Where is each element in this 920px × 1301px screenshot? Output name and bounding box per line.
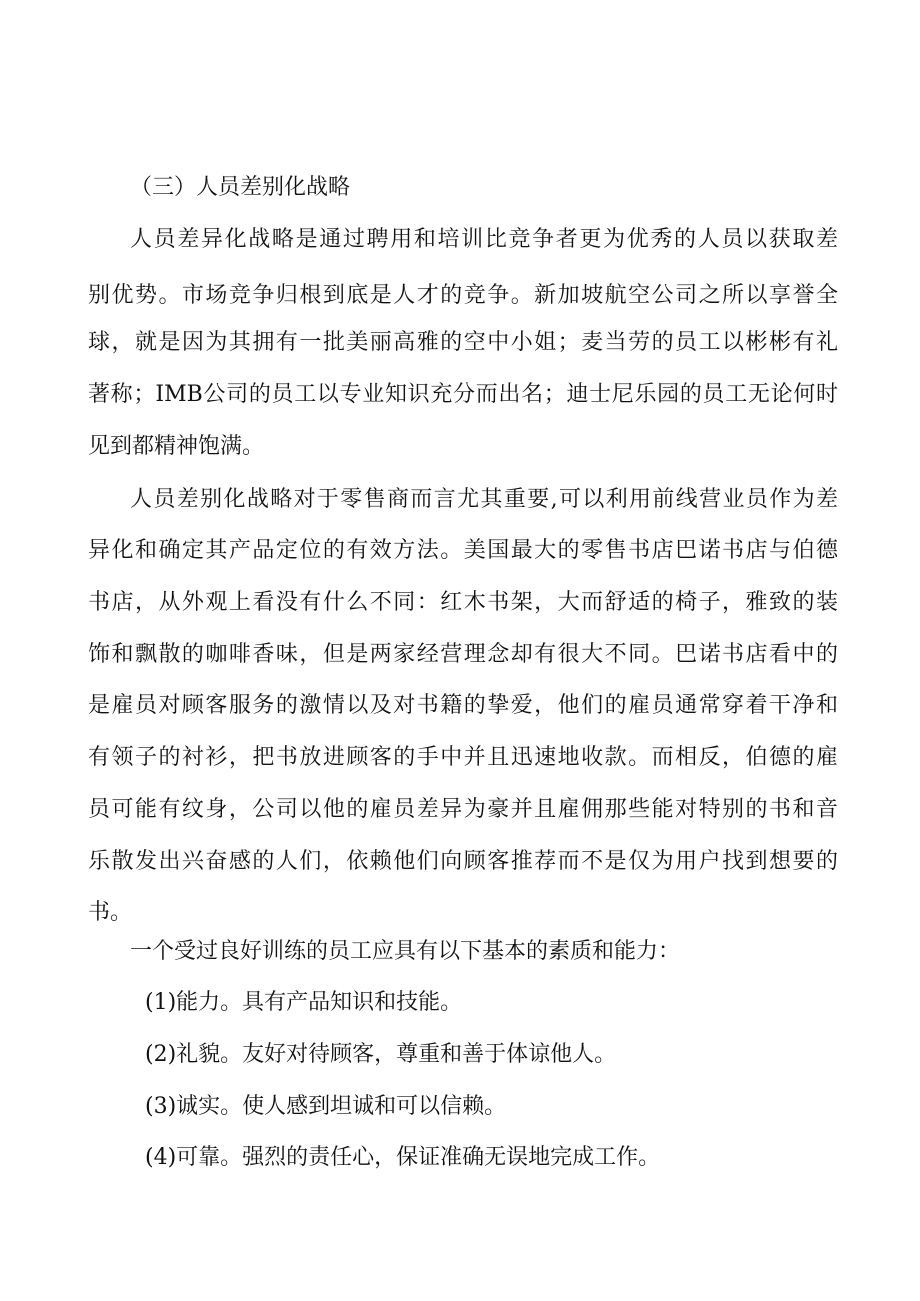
paragraph-line: 人员差异化战略是通过聘用和培训比竞争者更为优秀的人员以获取差 <box>130 227 838 252</box>
paragraph-line: 书。 <box>88 900 133 925</box>
paragraph-line: 乐散发出兴奋感的人们，依赖他们向顾客推荐而不是仅为用户找到想要的 <box>88 849 838 874</box>
list-item: (1)能力。具有产品知识和技能。 <box>145 990 463 1015</box>
section-heading: （三）人员差别化战略 <box>130 175 351 200</box>
paragraph-line: 异化和确定其产品定位的有效方法。美国最大的零售书店巴诺书店与伯德 <box>88 538 838 563</box>
paragraph-line: 别优势。市场竞争归根到底是人才的竞争。新加坡航空公司之所以享誉全 <box>88 283 838 308</box>
paragraph-line: 有领子的衬衫，把书放进顾客的手中并且迅速地收款。而相反，伯德的雇 <box>88 745 838 770</box>
list-item: (3)诚实。使人感到坦诚和可以信赖。 <box>145 1094 507 1119</box>
paragraph-line: 是雇员对顾客服务的激情以及对书籍的挚爱，他们的雇员通常穿着干净和 <box>88 693 838 718</box>
paragraph-line: 著称；IMB公司的员工以专业知识充分而出名；迪士尼乐园的员工无论何时 <box>88 382 838 407</box>
list-item: (4)可靠。强烈的责任心，保证准确无误地完成工作。 <box>145 1145 661 1170</box>
paragraph-line: 球，就是因为其拥有一批美丽高雅的空中小姐；麦当劳的员工以彬彬有礼 <box>88 330 838 355</box>
paragraph-line: 员可能有纹身，公司以他的雇员差异为豪并且雇佣那些能对特别的书和音 <box>88 797 838 822</box>
list-item: (2)礼貌。友好对待顾客，尊重和善于体谅他人。 <box>145 1042 617 1067</box>
paragraph-line: 饰和飘散的咖啡香味，但是两家经营理念却有很大不同。巴诺书店看中的 <box>88 642 838 667</box>
paragraph-line: 人员差别化战略对于零售商而言尤其重要,可以利用前线营业员作为差 <box>130 487 838 512</box>
paragraph-line: 见到都精神饱满。 <box>88 434 265 459</box>
paragraph-line: 书店，从外观上看没有什么不同：红木书架，大而舒适的椅子，雅致的装 <box>88 590 838 615</box>
list-intro: 一个受过良好训练的员工应具有以下基本的素质和能力： <box>130 939 681 964</box>
